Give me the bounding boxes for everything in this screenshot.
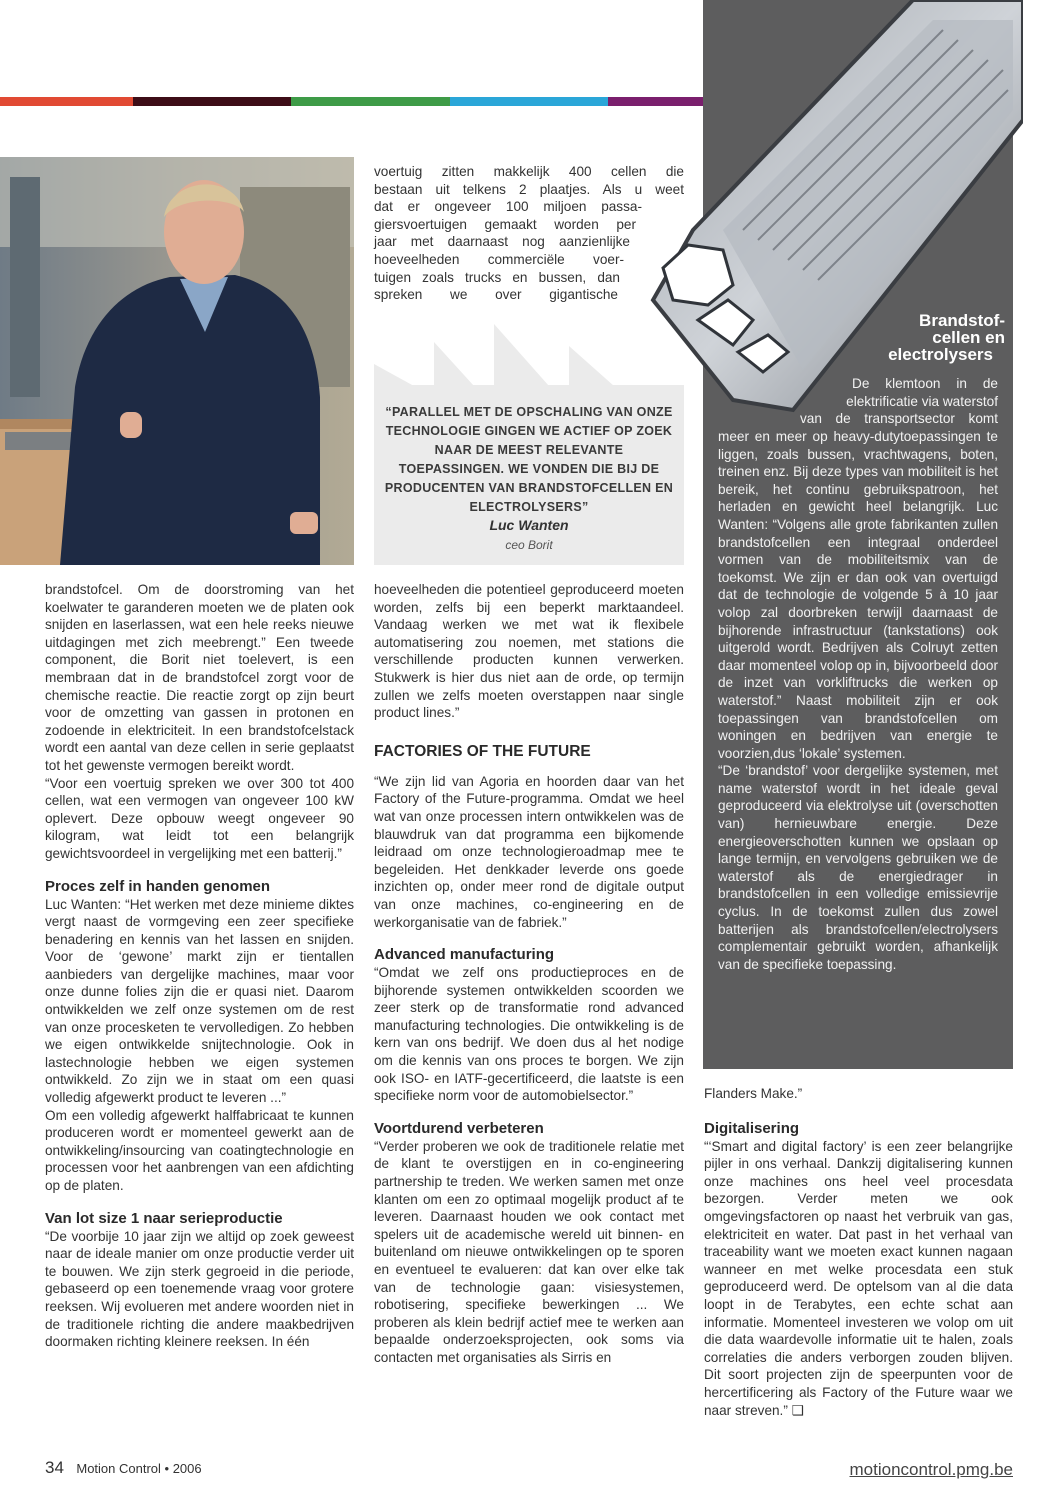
col2-top-line: jaar met daarnaast nog aanzienlijke <box>374 234 630 250</box>
quote-author: Luc Wanten <box>489 517 569 533</box>
col2-top-line: giersvoertuigen gemaakt worden per <box>374 216 636 232</box>
paragraph: “Verder proberen we ook de traditionele relatie met de klant te overstijgen en in co-engineering partnership te treden. We werken samen met onze klanten om een zo optimaal mogelijk product af te leveren. Daarnaast houden we ook contact met spelers uit de academische wereld uit binnen- en buitenland om nieuwe ontwikkelingen op te sporen en eventueel te evalueren: dat kan over elke tak van de technologie gaan: visiesystemen, robotisering, specifieke bewerkingen ... We proberen als klein bedrijf actief mee te werken aan bepaalde onderzoeksprojecten, ook soms via contacten met organisaties als Sirris en <box>374 1138 684 1365</box>
column-3 <box>704 1085 1013 1419</box>
col2-top-text <box>374 163 684 304</box>
col2-top-line: voertuig zitten makkelijk 400 cellen die <box>374 164 684 179</box>
col2-top-line: tuigen zoals trucks en bussen, dan <box>374 269 620 285</box>
paragraph: brandstofcel. Om de doorstroming van het koelwater te garanderen moeten we de platen ook snijden en laserlassen, wat een hele reeks nieuwe uitdagingen met zich meebrengt.” Een tweede component, die Borit niet toelevert, is een membraan dat in de brandstofcel zorgt voor de chemische reactie. Die reactie zorgt op zijn beurt voor de omzetting van gassen in protonen en zodoende in elektriciteit. In een brandstofcelstack wordt een aantal van deze cellen in serie geplaatst tot het gewenste vermogen bereikt wordt. <box>45 582 354 773</box>
stripe-green <box>291 97 450 106</box>
paragraph: “We zijn lid van Agoria en hoorden daar van het Factory of the Future-programma. Omdat we heel wat van onze processen intern ontwikkelen was de blauwdruk van dat programma een bijkomende leidraad om onze technologieroadmap mee te begeleiden. Het denkkader leverde ons goede inzichten op, onder meer rond de digitale output van onze machines, co-engineering en de werkorganisatie van de fabriek.” <box>374 773 684 930</box>
panel-lead-line: van de transportsector komt <box>800 411 998 427</box>
stripe-burgundy <box>133 97 291 106</box>
stripe-red <box>0 97 133 106</box>
col2-top-line: spreken we over gigantische <box>374 287 618 303</box>
panel-lead <box>800 375 998 428</box>
paragraph: “Omdat we zelf ons productieproces en de bijhorende systemen ontwikkelden scoorden we zeer sterk op de transformatie rond advanced manufacturing technologies. Die ontwikkeling is de kern van ons bedrijf. We doen dus al het nodige om die kennis van ons proces te borgen. We zijn ook ISO- en IATF-gecertificeerd, die laatste is een specifieke norm voor de automobielsector.” <box>374 965 684 1104</box>
pull-quote <box>374 385 684 565</box>
column-2 <box>374 581 684 1367</box>
panel-lead-line: elektrificatie via waterstof <box>846 393 998 409</box>
panel-title-line: cellen en <box>932 328 1005 347</box>
col2-top-line: hoeveelheden commerciële voer- <box>374 251 624 267</box>
col2-top-line: bestaan uit telkens 2 plaatjes. Als u weet <box>374 181 684 197</box>
magazine-name: Motion Control • 2006 <box>76 1461 202 1476</box>
section-heading: Digitalisering <box>704 1119 800 1137</box>
page-number: 34 <box>45 1458 64 1477</box>
column-1 <box>45 581 354 1351</box>
paragraph: hoeveelheden die potentieel geproduceerd moeten worden, zelfs bij een beperkt marktaandeel. Vandaag werken we met wat ik flexibele automatisering zou noemen, met stations die verschillende producten kunnen verwerken. Stukwerk is hier dus niet aan de orde, op termijn zullen we zelfs moeten overstappen naar single product lines.” <box>374 582 684 721</box>
portrait-photo <box>0 157 354 565</box>
panel-title-line: electrolysers <box>888 345 993 364</box>
section-heading: Voortdurend verbeteren <box>374 1119 544 1137</box>
paragraph: “De voorbije 10 jaar zijn we altijd op zoek geweest naar de ideale manier om onze productie verder uit te bouwen. We zijn sterk gegroeid in die periode, gebaseerd op een toenemende vraag voor grotere reeksen. Wij evolueren met andere woorden niet in de traditionele richting die andere maakbedrijven doormaken richting kleinere reeksen. In één <box>45 1228 354 1350</box>
panel-lead-line: De klemtoon in de <box>852 376 998 391</box>
section-heading: Proces zelf in handen genomen <box>45 877 271 895</box>
stripe-blue <box>450 97 608 106</box>
paragraph: Luc Wanten: “Het werken met deze minieme diktes vergt naast de vormgeving een zeer specifieke benadering en kennis van het lassen en snijden. Voor de ‘gewone’ markt zijn er tientallen aanbieders van dergelijke machines, maar voor onze dunne folies zijn die er quasi niet. Daarom ontwikkelden we zelf onze systemen om de rest van onze procesketen te vervolledigen. Zo hebben we eigen ontwikkelde snijtechnologie. Ook in lastechnologie hebben we eigen systemen ontwikkeld. Zo zijn we in staat om een quasi volledig afgewerkt product te leveren ...” <box>45 896 354 1106</box>
paragraph: “‘Smart and digital factory’ is een zeer belangrijke pijler in ons verhaal. Dankzij digitalisering kunnen onze machines ons heel veel procesdata bezorgen. Verder meten we ook omgevingsfactoren op naast het verbruik van gas, elektriciteit en water. Dat past in het verhaal van traceability want we moeten exact kunnen nagaan wanneer en met welke procesdata een stuk geproduceerd werd. De optelsom van al die data loopt in de Terabytes, een echte schat aan informatie. Momenteel investeren we volop om uit die data waardevolle informatie uit te halen, zoals correlaties die anders verborgen zouden blijven. Dit soort projecten zijn de speerpunten voor de hercertificering als Factory of the Future waar we naar streven.” ❑ <box>704 1138 1013 1418</box>
panel-body <box>718 428 998 973</box>
panel-title <box>860 312 1005 363</box>
website-link[interactable]: motioncontrol.pmg.be <box>849 1460 1013 1479</box>
paragraph: Om een volledig afgewerkt halffabricaat te kunnen produceren wordt er momenteel gewerkt aan de ontwikkeling/insourcing van coatingtechnologie en processen voor het aanbrengen van een afdichting op de platen. <box>45 1107 354 1193</box>
paragraph: “Voor een voertuig spreken we over 300 tot 400 cellen, wat een vermogen van ongeveer 100 kW oplevert. Deze opbouw weegt ongeveer 90 kilogram, wat leidt tot een belangrijk gewichtsvoordeel in vergelijking met een batterij.” <box>45 775 354 861</box>
paragraph: Flanders Make.” <box>704 1086 803 1101</box>
panel-paragraph: meer en meer op heavy-dutytoepassingen te liggen, zoals bussen, vrachtwagens, boten, treinen enz. Bij deze types van mobiliteit is het bereik, het continu gebruikspatroon, het herladen en gewicht heel belangrijk. Luc Wanten: “Volgens alle grote fabrikanten zullen brandstofcellen een integraal onderdeel vormen van de mobiliteitsmix van de toekomst. We zijn er dan ook van overtuigd dat de technologie de volgende 5 à 10 jaar volop zal doorbreken terwijl daarnaast de bijhorende infrastructuur (tankstations) ook uitgerold wordt. Bedrijven als Colruyt zetten daar momenteel volop op in, bijvoorbeeld door de inzet van vorkliftrucks die werken op waterstof.” Naast mobiliteit zijn er ook toepassingen van brandstofcellen om woningen en bedrijven van energie te voorzien,dus ‘lokale’ systemen. <box>718 429 998 761</box>
col2-top-line: dat er ongeveer 100 miljoen passa- <box>374 199 642 215</box>
section-heading: Advanced manufacturing <box>374 946 555 964</box>
panel-paragraph: “De ‘brandstof’ voor dergelijke systemen, met name waterstof wordt in het ideale geval geproduceerd via elektrolyse uit (overschotten van) hernieuwbare energie. Deze energieoverschotten kunnen we opslaan op lange termijn, en vervolgens gebruiken we de waterstof als de energiedrager in brandstofcellen in een volledige emissievrije cyclus. In de toekomst zullen dus zowel batterijen als brandstofcellen/electrolysers complementair gebruikt worden, afhankelijk van de specifieke toepassing. <box>718 763 998 972</box>
portrait-illustration <box>0 157 354 565</box>
panel-title-line: Brandstof- <box>919 311 1005 330</box>
factory-roof-decoration <box>374 324 684 386</box>
section-heading: Van lot size 1 naar serieproductie <box>45 1209 283 1227</box>
quote-text: “PARALLEL MET DE OPSCHALING VAN ONZE TECHNOLOGIE GINGEN WE ACTIEF OP ZOEK NAAR DE MEEST RELEVANTE TOEPASSINGEN. WE VONDEN DIE BIJ DE PRODUCENTEN VAN BRANDSTOFCELLEN EN ELECTROLYSERS” <box>384 405 674 514</box>
quote-role: ceo Borit <box>505 538 553 552</box>
section-heading: FACTORIES OF THE FUTURE <box>374 742 591 760</box>
footer-left <box>45 1458 202 1478</box>
